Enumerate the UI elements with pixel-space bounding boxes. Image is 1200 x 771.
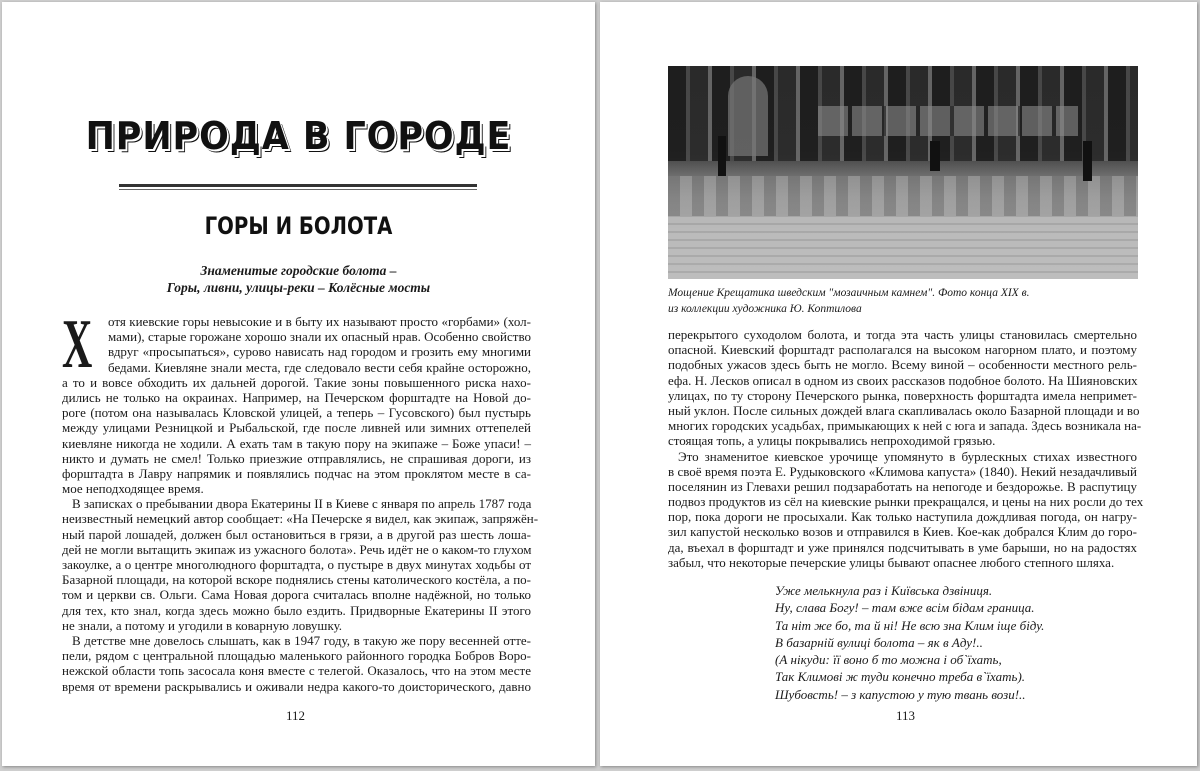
- text-line: мое неподходящее время.: [62, 481, 204, 497]
- page-number: 113: [896, 708, 916, 723]
- text-line: многих городских усадьбах, примыкающих к ней с юга и запада. Здесь возникала на-: [668, 418, 1142, 434]
- right-page: [600, 2, 1197, 766]
- text-line: бедами. Киевляне знали места, где следовало вести себя крайне осторожно,: [108, 359, 531, 375]
- title-rule: [119, 184, 477, 187]
- text-line: дились не только на окраинах. Например, на Печерском форштадте на Новой до-: [62, 389, 531, 405]
- section-lead: [2, 262, 595, 296]
- title-rule-thin: [119, 189, 477, 190]
- left-page: [2, 2, 595, 766]
- text-line: подвоз продуктов из сёл на киевские рынки прекращался, и цены на них росли до тех: [668, 494, 1144, 510]
- text-line: отя киевские горы невысокие и в быту их называют просто «горбами» (хол-: [108, 314, 531, 329]
- text-line: дей не могли вытащить экипаж из ужасного болота». Речь идёт не о каком-то глухом: [62, 541, 532, 557]
- text-line: забыл, что некоторые печерские улицы бывают опаснее любого степного шляха.: [668, 554, 1115, 570]
- section-title: ГОРЫ И БОЛОТА: [204, 212, 393, 240]
- poem-line: Та ніт же бо, та й ні! Не всю зна Клим іще біду.: [775, 617, 1045, 633]
- text-line: опасной. Киевский форштадт располагался на высоком нагорном плато, и поэтому: [668, 342, 1137, 358]
- poem-quote: [775, 582, 1044, 703]
- text-line: поселянин из Глевахи решил подзаработать на непогоде и бездорожье. В распутицу: [668, 478, 1137, 494]
- drop-cap: Х: [62, 306, 93, 383]
- body-text: [62, 306, 539, 694]
- text-line: пор, пока дороги не просыхали. Как только наступила дождливая погода, он нагру-: [668, 509, 1137, 525]
- poem-line: Так Климові ж туди конечно треба в`їхать).: [775, 669, 1026, 685]
- text-line: для тех, кто знал, когда здесь можно было ездить. Придворные Екатерины II этого: [62, 602, 531, 618]
- text-line: стоящая топь, а улицы покрывались непроходимой грязью.: [668, 433, 996, 449]
- lead-line: Горы, ливни, улицы-реки – Колёсные мосты: [166, 280, 431, 295]
- poem-line: Ну, слава Богу! – там вже всім бідам граница.: [775, 600, 1035, 616]
- lead-line: Знаменитые городские болота –: [200, 263, 397, 278]
- text-line: неизвестный немецкий автор сообщает: «На Печерске я видел, как экипаж, запряжён-: [62, 511, 539, 527]
- photo-caption: [668, 285, 1029, 317]
- text-line: а то и вовсе обходить их дальней дорогой. Такие зоны повышенного риска нахо-: [62, 374, 531, 390]
- text-line: В записках о пребывании двора Екатерины II в Киеве с января по апрель 1787 года: [72, 496, 532, 512]
- text-line: вдруг «просыпаться», сурово нависать над городом и грозить ему многими: [108, 344, 531, 360]
- text-line: форштадта в Лавру напрямик и появлялись подчас на этом проклятом месте в са-: [62, 465, 531, 481]
- text-line: Базарной площади, на которой вскоре поднялись стены католического костёла, а по-: [62, 572, 531, 588]
- text-line: В детстве мне довелось слышать, как в 1947 году, в такую же пору весенней отте-: [72, 632, 531, 648]
- text-line: не знали, а потому и угодили в коварную ловушку.: [62, 617, 343, 633]
- caption-line: из коллекции художника Ю. Коптилова: [668, 303, 862, 315]
- text-line: ефа. Н. Лесков описал в одном из своих рассказов подобное болото. На Шияновских: [668, 372, 1138, 388]
- text-line: между улицами Резницкой и Рыбальской, где после ливней или зимних оттепелей: [62, 420, 531, 436]
- text-line: улицах, по ту сторону Печерского рынка, поверхность форштадта имела непримет-: [668, 387, 1137, 403]
- historical-photo: [668, 66, 1138, 279]
- poem-line: В базарній вулиці болота – як в Аду!..: [775, 634, 983, 650]
- text-line: пели, рядом с центральной площадью маленького районного городка Бобров Воро-: [62, 648, 531, 664]
- page-number: 112: [286, 708, 306, 723]
- poem-line: Уже мелькнула раз і Київська дзвіниця.: [775, 583, 993, 598]
- poem-line: (А нікуди: її воно б то можна і об`їхать,: [775, 652, 1002, 668]
- chapter-title: ПРИРОДА В ГОРОДЕ: [85, 114, 512, 158]
- text-line: роге (потом она называлась Кловской улицей, а теперь – Гусовского) был пустырь: [62, 405, 531, 421]
- text-line: в своё время поэта Е. Рудыковского «Климова капуста» (1840). Некий незадачливый: [668, 463, 1137, 479]
- text-line: да, въехал в форштадт и уже принялся подсчитывать в уме барыши, но на радостях: [668, 539, 1137, 555]
- text-line: время от времени раскрывались и оживали недра какого-то доисторического, давно: [62, 678, 531, 694]
- text-line: перекрытого суходолом болота, и тогда эта часть улицы становилась смертельно: [668, 327, 1137, 342]
- text-line: том и церкви св. Ольги. Сама Новая дорога считалась вполне надёжной, но только: [62, 587, 531, 603]
- text-line: зил капустой несколько возов и отправился в Киев. Кое-как добрался Клим до горо-: [668, 524, 1137, 540]
- text-line: нежской области топь засосала коня вместе с телегой. Оказалось, что на этом месте: [62, 663, 531, 679]
- text-line: ный уклон. После сильных дождей влага скапливалась около Базарной площади и во: [668, 402, 1140, 418]
- text-line: Это знаменитое киевское урочище упомянуто в бурлескных стихах известного: [678, 448, 1137, 464]
- caption-line: Мощение Крещатика шведским "мозаичным камнем". Фото конца XIX в.: [668, 287, 1030, 299]
- text-line: подобных ужасов здесь быть не могло. Всему виной – особенности местного рель-: [668, 357, 1137, 373]
- text-line: никто и думать не смел! Только приезжие отправлялись, не спрашивая дороги, из: [62, 450, 531, 466]
- poem-line: Шубовсть! – з капустою у тую твань вози!..: [775, 686, 1026, 702]
- text-line: мами), старые горожане хорошо знали их опасный нрав. Особенно свойство: [108, 329, 531, 345]
- body-text: [668, 327, 1144, 570]
- text-line: ный парой лошадей, должен был остановиться в грязи, а в другой раз шесть лоша-: [62, 526, 531, 542]
- text-line: закоулке, а о центре многолюдного форштадта, о пустыре в двух минутах ходьбы от: [62, 557, 531, 572]
- text-line: киевляне никогда не ходили. А ехать там в такую пору на экипаже – Боже упаси! –: [62, 435, 531, 451]
